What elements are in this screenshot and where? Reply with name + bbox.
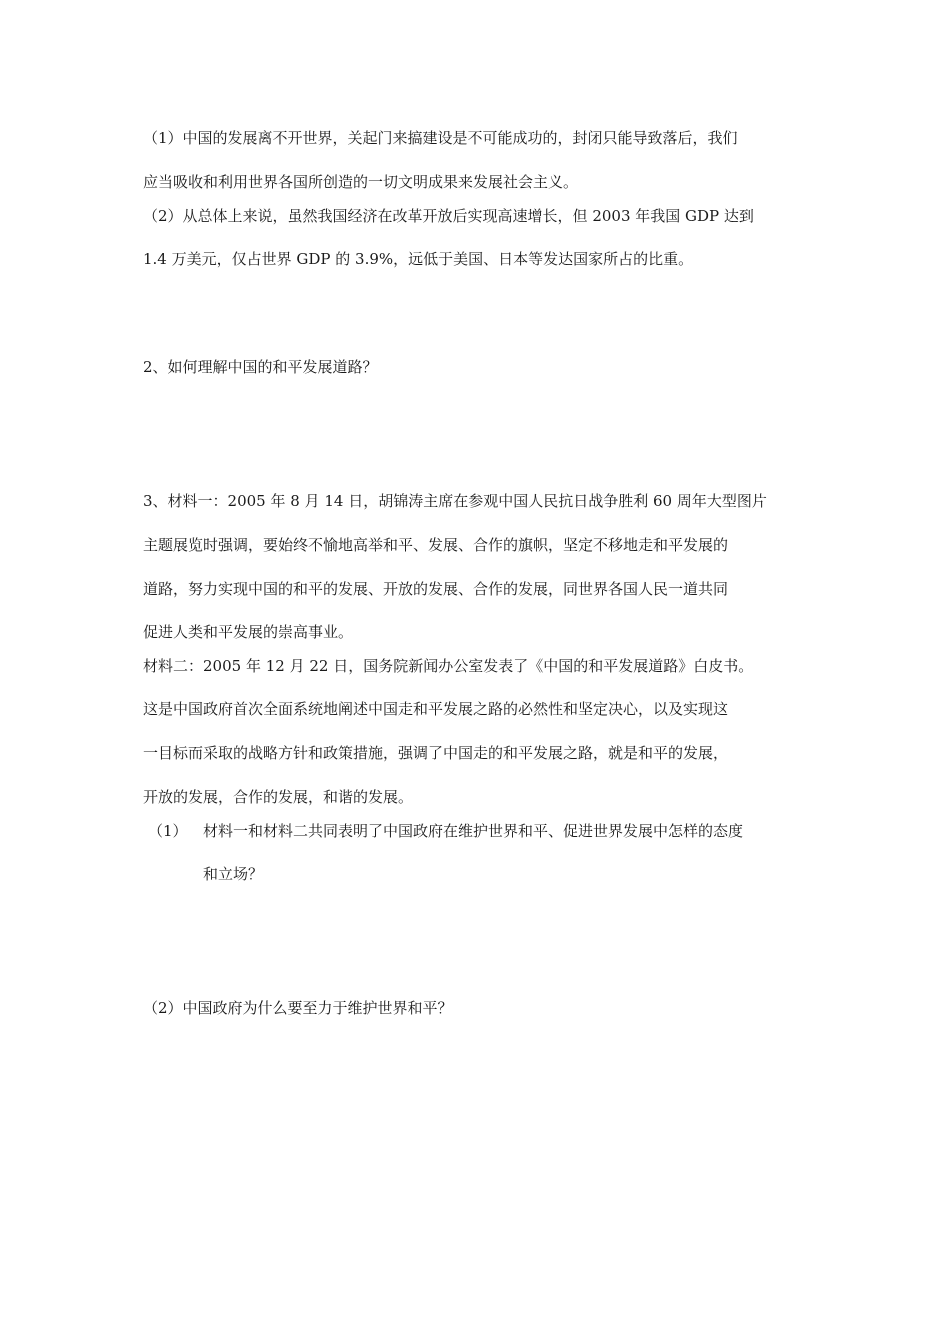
question-3-line-4: 促进人类和平发展的崇高事业。 (143, 623, 354, 641)
material-2-line-1: 材料二：2005 年 12 月 22 日，国务院新闻办公室发表了《中国的和平发展道路》白皮书。 (143, 657, 754, 675)
sub-question-1-line-1: 材料一和材料二共同表明了中国政府在维护世界和平、促进世界发展中怎样的态度 (203, 822, 744, 840)
question-2: 2、如何理解中国的和平发展道路？ (143, 358, 378, 376)
answer-1-line-2: 应当吸收和利用世界各国所创造的一切文明成果来发展社会主义。 (143, 173, 579, 191)
material-2-line-3: 一目标而采取的战略方针和政策措施，强调了中国走的和平发展之路，就是和平的发展， (143, 744, 729, 762)
question-3-line-2: 主题展览时强调，要始终不愉地高举和平、发展、合作的旗帜，坚定不移地走和平发展的 (143, 536, 729, 554)
material-2-line-4: 开放的发展，合作的发展，和谐的发展。 (143, 788, 414, 806)
answer-1-line-1: （1）中国的发展离不开世界，关起门来搞建设是不可能成功的，封闭只能导致落后，我们 (143, 129, 738, 147)
question-3-line-1: 3、材料一：2005 年 8 月 14 日，胡锦涛主席在参观中国人民抗日战争胜利 60 周年大型图片 (143, 492, 767, 510)
sub-question-2: （2）中国政府为什么要至力于维护世界和平？ (143, 999, 453, 1017)
sub-question-1-number: （1） (148, 822, 188, 840)
material-2-line-2: 这是中国政府首次全面系统地阐述中国走和平发展之路的必然性和坚定决心，以及实现这 (143, 700, 729, 718)
question-3-line-3: 道路，努力实现中国的和平的发展、开放的发展、合作的发展，同世界各国人民一道共同 (143, 580, 729, 598)
answer-2-line-1: （2）从总体上来说，虽然我国经济在改革开放后实现高速增长，但 2003 年我国 GDP 达到 (143, 207, 754, 225)
answer-2-line-2: 1.4 万美元，仅占世界 GDP 的 3.9%，远低于美国、日本等发达国家所占的比重。 (143, 250, 694, 268)
sub-question-1-line-2: 和立场？ (203, 865, 264, 883)
